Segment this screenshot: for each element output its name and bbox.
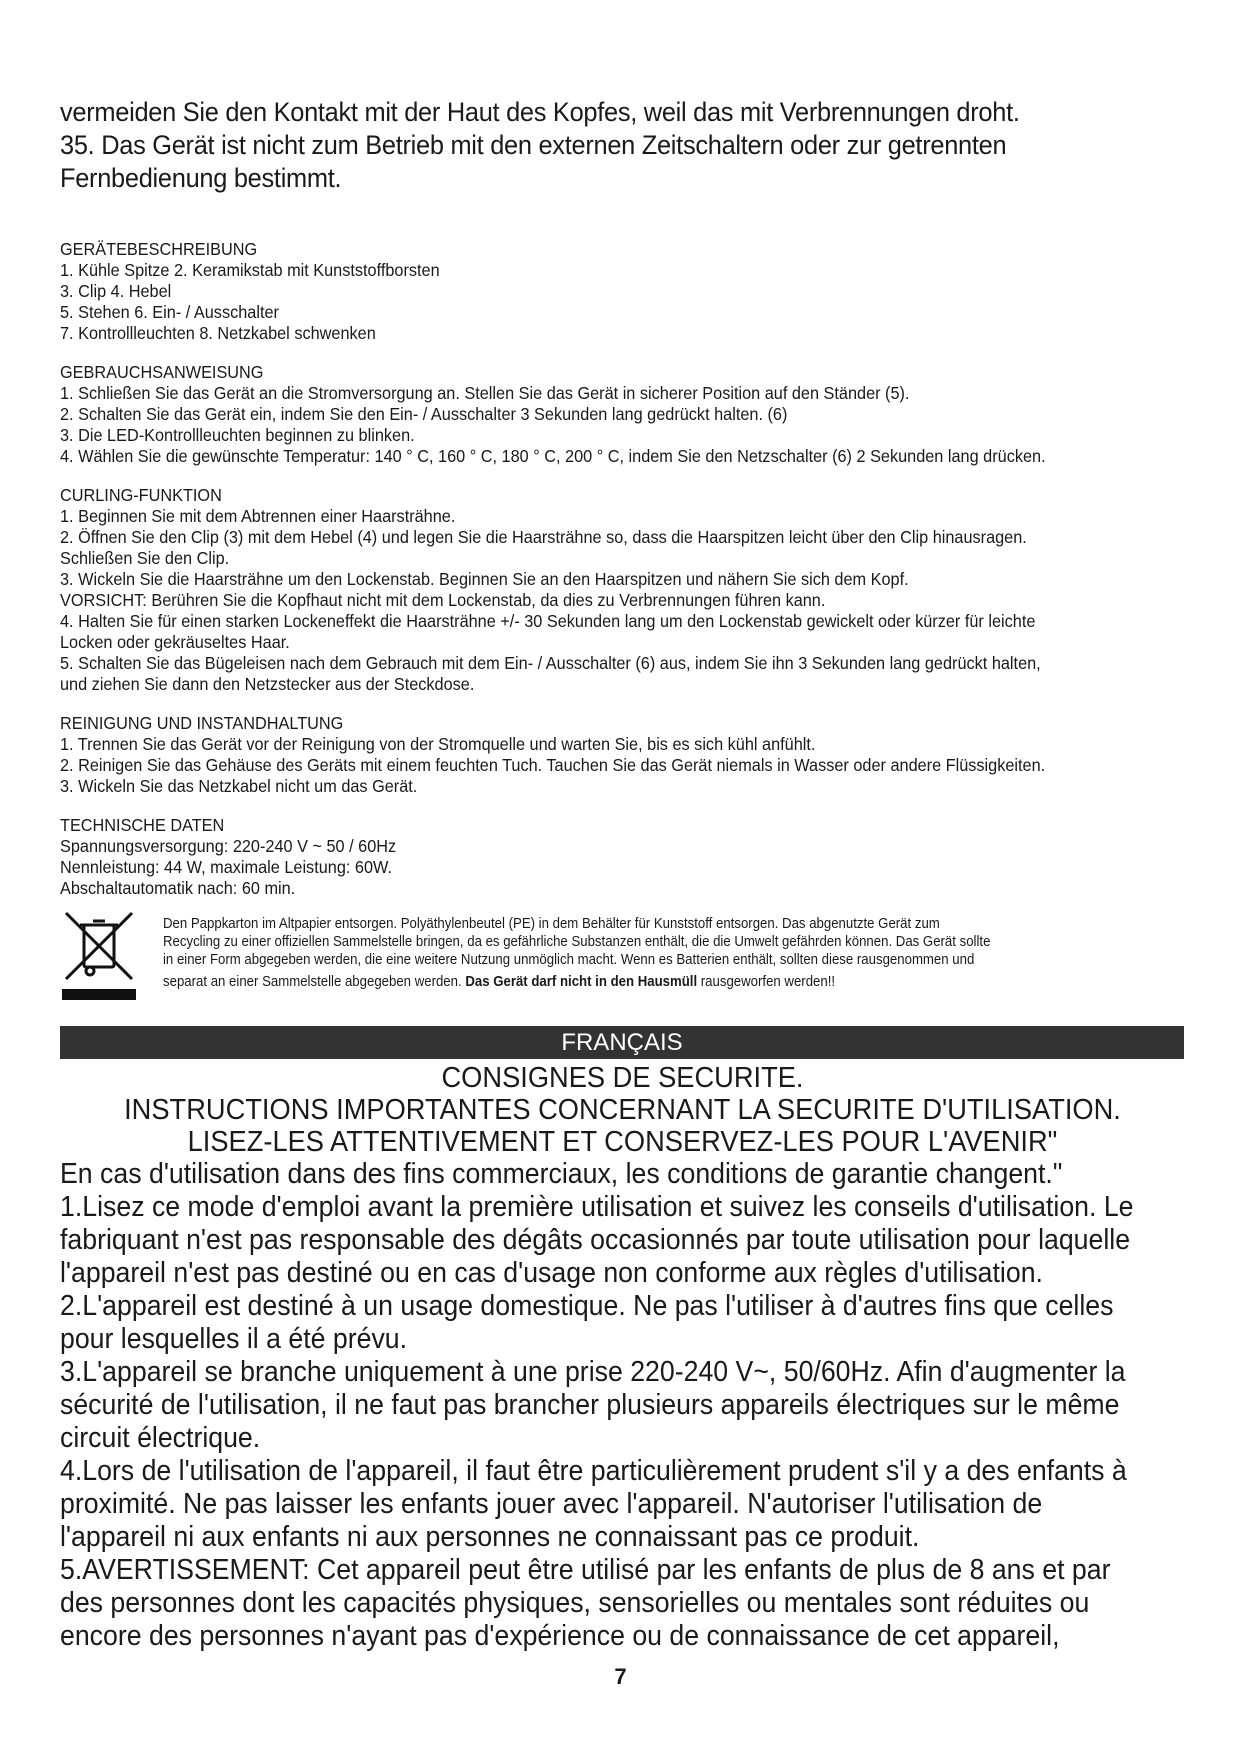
intro-line: 35. Das Gerät ist nicht zum Betrieb mit den externen Zeitschaltern oder zur getrennten: [60, 130, 1007, 160]
intro-line: Fernbedienung bestimmt.: [60, 163, 342, 193]
body-line: l'appareil ni aux enfants ni aux personnes ne connaissant pas ce produit.: [60, 1521, 920, 1553]
intro-paragraph: [60, 96, 1179, 195]
section-line: 5. Stehen 6. Ein- / Ausschalter: [60, 302, 279, 322]
heading-line: CONSIGNES DE SECURITE.: [441, 1062, 804, 1094]
section-line: 3. Die LED-Kontrollleuchten beginnen zu blinken.: [60, 425, 415, 445]
section-line: 3. Clip 4. Hebel: [60, 281, 172, 301]
section-line: 3. Wickeln Sie die Haarsträhne um den Lockenstab. Beginnen Sie an den Haarspitzen und nähern Sie sich dem Kopf.: [60, 569, 909, 589]
recycling-text: [163, 915, 1241, 991]
recycling-notice: [60, 905, 1185, 1005]
language-band: FRANÇAIS: [60, 1026, 1184, 1059]
section-line: 1. Beginnen Sie mit dem Abtrennen einer Haarsträhne.: [60, 506, 456, 526]
body-line: 2.L'appareil est destiné à un usage domestique. Ne pas l'utiliser à d'autres fins que celles: [60, 1290, 1114, 1322]
section-title: REINIGUNG UND INSTANDHALTUNG: [60, 713, 344, 733]
section-title: TECHNISCHE DATEN: [60, 815, 225, 835]
section-line: 2. Schalten Sie das Gerät ein, indem Sie den Ein- / Ausschalter 3 Sekunden lang gedrückt halten. (6): [60, 404, 788, 424]
french-section: [60, 1062, 1185, 1653]
recycling-line: in einer Form abgegeben werden, die eine weitere Nutzung unmöglich macht. Wenn es Batterien enthält, sollten diese rausgenommen und: [163, 951, 975, 968]
crossed-out-wheelie-bin-icon: [60, 909, 140, 1003]
safety-heading: [94, 1062, 1152, 1158]
body-line: proximité. Ne pas laisser les enfants jouer avec l'appareil. N'autoriser l'utilisation de: [60, 1488, 1043, 1520]
body-line: sécurité de l'utilisation, il ne faut pas brancher plusieurs appareils électriques sur le même: [60, 1389, 1120, 1421]
intro-line: vermeiden Sie den Kontakt mit der Haut des Kopfes, weil das mit Verbrennungen droht.: [60, 97, 1020, 127]
body-line: l'appareil n'est pas destiné ou en cas d'usage non conforme aux règles d'utilisation.: [60, 1257, 1043, 1289]
body-line: circuit électrique.: [60, 1422, 261, 1454]
section-line: 4. Wählen Sie die gewünschte Temperatur: 140 ° C, 160 ° C, 180 ° C, 200 ° C, indem Sie den Netzschalter (6) 2 Sekunden lang drücken.: [60, 446, 1046, 466]
body-line: des personnes dont les capacités physiques, sensorielles ou mentales sont réduites ou: [60, 1587, 1090, 1619]
recycling-line: Recycling zu einer offiziellen Sammelstelle bringen, da es gefährliche Substanzen enthält, die die Umwelt gefährden können. Das Gerät sollte: [163, 933, 991, 950]
section-line: Abschaltautomatik nach: 60 min.: [60, 878, 296, 898]
recycling-text-end: rausgeworfen werden!!: [697, 973, 836, 990]
section-line: 2. Reinigen Sie das Gehäuse des Geräts mit einem feuchten Tuch. Tauchen Sie das Gerät niemals in Wasser oder andere Flüssigkeiten.: [60, 755, 1046, 775]
body-line: En cas d'utilisation dans des fins commerciaux, les conditions de garantie changent.": [60, 1158, 1063, 1190]
body-line: 1.Lisez ce mode d'emploi avant la première utilisation et suivez les conseils d'utilisation. Le: [60, 1191, 1134, 1223]
section-line: 4. Halten Sie für einen starken Lockeneffekt die Haarsträhne +/- 30 Sekunden lang um den Lockenstab gewickelt oder kürzer für leichte: [60, 611, 1036, 631]
safety-instructions: [60, 1158, 1187, 1653]
german-section: [60, 96, 1185, 1005]
usage-section: [60, 362, 1190, 467]
body-line: encore des personnes n'ayant pas d'expérience ou de connaissance de cet appareil,: [60, 1620, 1060, 1652]
body-line: 4.Lors de l'utilisation de l'appareil, il faut être particulièrement prudent s'il y a des enfants à: [60, 1455, 1127, 1487]
recycling-text-start: separat an einer Sammelstelle abgegeben werden.: [163, 973, 466, 990]
body-line: pour lesquelles il a été prévu.: [60, 1323, 408, 1355]
section-line: 1. Trennen Sie das Gerät vor der Reinigung von der Stromquelle und warten Sie, bis es sich kühl anfühlt.: [60, 734, 816, 754]
section-line: 1. Kühle Spitze 2. Keramikstab mit Kunststoffborsten: [60, 260, 440, 280]
section-line: Schließen Sie den Clip.: [60, 548, 230, 568]
section-title: GERÄTEBESCHREIBUNG: [60, 239, 258, 259]
section-line: VORSICHT: Berühren Sie die Kopfhaut nicht mit dem Lockenstab, da dies zu Verbrennungen führen kann.: [60, 590, 826, 610]
section-title: CURLING-FUNKTION: [60, 485, 222, 505]
technical-data-section: [60, 815, 1190, 899]
heading-line: INSTRUCTIONS IMPORTANTES CONCERNANT LA SECURITE D'UTILISATION.: [124, 1094, 1121, 1126]
section-line: Locken oder gekräuseltes Haar.: [60, 632, 290, 652]
cleaning-section: [60, 713, 1190, 797]
recycling-line: [163, 973, 1241, 991]
recycling-warning-bold: Das Gerät darf nicht in den Hausmüll: [465, 973, 698, 990]
page-number: 7: [614, 1664, 627, 1689]
section-line: 1. Schließen Sie das Gerät an die Stromversorgung an. Stellen Sie das Gerät in sicherer Position auf den Ständer (5).: [60, 383, 910, 403]
section-line: und ziehen Sie dann den Netzstecker aus der Steckdose.: [60, 674, 475, 694]
heading-line: LISEZ-LES ATTENTIVEMENT ET CONSERVEZ-LES POUR L'AVENIR": [187, 1126, 1058, 1158]
body-line: 3.L'appareil se branche uniquement à une prise 220-240 V~, 50/60Hz. Afin d'augmenter la: [60, 1356, 1126, 1388]
section-line: 7. Kontrollleuchten 8. Netzkabel schwenken: [60, 323, 376, 343]
section-line: 3. Wickeln Sie das Netzkabel nicht um das Gerät.: [60, 776, 418, 796]
section-line: 5. Schalten Sie das Bügeleisen nach dem Gebrauch mit dem Ein- / Ausschalter (6) aus, indem Sie ihn 3 Sekunden lang gedrückt halten,: [60, 653, 1041, 673]
body-line: 5.AVERTISSEMENT: Cet appareil peut être utilisé par les enfants de plus de 8 ans et par: [60, 1554, 1111, 1586]
recycling-line: Den Pappkarton im Altpapier entsorgen. Polyäthylenbeutel (PE) in dem Behälter für Kunststoff entsorgen. Das abgenutzte Gerät zum: [163, 915, 940, 932]
section-line: 2. Öffnen Sie den Clip (3) mit dem Hebel (4) und legen Sie die Haarsträhne so, dass die Haarspitzen leicht über den Clip hinausragen.: [60, 527, 1027, 547]
body-line: fabriquant n'est pas responsable des dégâts occasionnés par toute utilisation pour laquelle: [60, 1224, 1131, 1256]
section-title: GEBRAUCHSANWEISUNG: [60, 362, 264, 382]
section-line: Spannungsversorgung: 220-240 V ~ 50 / 60Hz: [60, 836, 397, 856]
device-description-section: [60, 239, 1190, 344]
section-line: Nennleistung: 44 W, maximale Leistung: 60W.: [60, 857, 393, 877]
curling-section: [60, 485, 1190, 695]
